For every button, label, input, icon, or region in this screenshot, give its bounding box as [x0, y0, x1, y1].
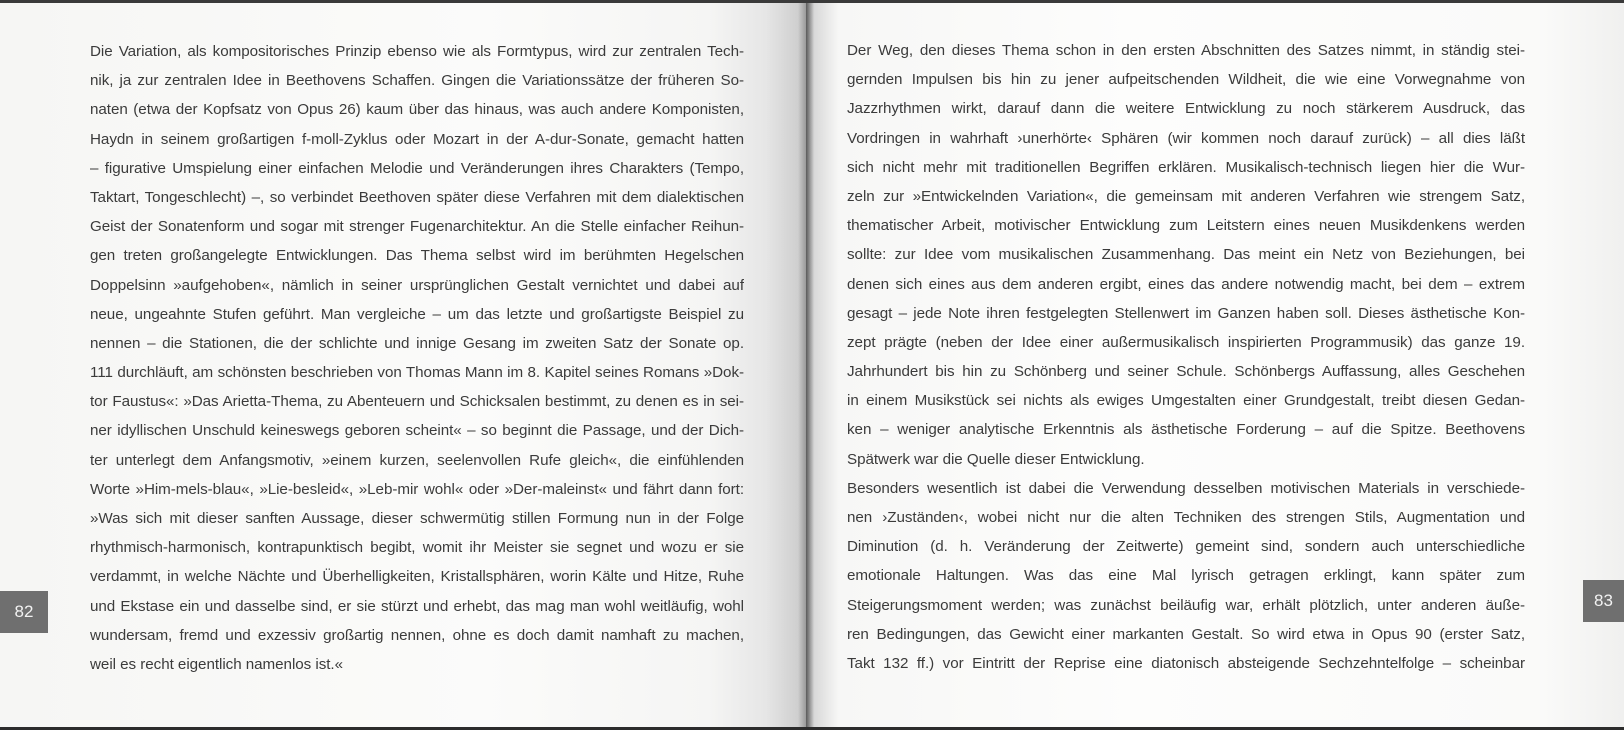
- text-line: – figurative Umspielung einer einfachen Melodie und Veränderungen ihres Charakters (Tempo,: [90, 159, 744, 177]
- page-number-right: 83: [1594, 591, 1613, 610]
- text-line: rhythmisch-harmonisch, kontrapunktisch begibt, womit ihr Meister sie segnet und wozu er sie: [90, 539, 744, 557]
- text-line: Die Variation, als kompositorisches Prinzip ebenso wie als Formtypus, wird zur zentralen Tech-: [90, 43, 744, 60]
- text-line: gen treten großangelegte Entwicklungen. Das Thema selbst wird im berühmten Hegelschen: [90, 247, 744, 265]
- right-page-text: [847, 36, 1525, 678]
- text-line: tor Faustus«: »Das Arietta-Thema, zu Abenteuern und Schicksalen bestimmt, zu denen es in sei-: [90, 393, 744, 411]
- text-line: Besonders wesentlich ist dabei die Verwendung desselben motivischen Materials in verschiede-: [847, 479, 1525, 497]
- text-line: Geist der Sonatenform und sogar mit strenger Fugenarchitektur. An die Stelle einfacher Reihun-: [90, 218, 744, 236]
- text-line: 111 durchläuft, am schönsten beschrieben von Thomas Mann im 8. Kapitel seines Romans »Dok-: [90, 364, 744, 382]
- text-line: weil es recht eigentlich namenlos ist.«: [90, 655, 343, 673]
- text-line: ken – weniger analytische Erkenntnis als ästhetische Forderung – auf die Spitze. Beethovens: [847, 421, 1525, 439]
- text-line: sich nicht mehr mit traditionellen Begriffen erklären. Musikalisch-technisch liegen hier die Wur-: [847, 158, 1525, 176]
- text-line: Der Weg, den dieses Thema schon in den ersten Abschnitten des Satzes nimmt, in ständig stei-: [847, 42, 1525, 59]
- text-line: Worte »Him-mels-blau«, »Lie-besleid«, »Leb-mir wohl« oder »Der-maleinst« und fährt dann fort:: [90, 480, 744, 498]
- text-line: Diminution (d. h. Veränderung der Zeitwerte) gemeint sind, sondern auch unterschiedliche: [847, 538, 1525, 556]
- text-line: und Ekstase ein und dasselbe sind, er sie stürzt und erhebt, das mag man wohl weitläufig, wohl: [90, 597, 744, 615]
- left-page-text: [90, 37, 744, 679]
- text-line: gesagt – jede Note ihren festgelegten Stellenwert im Ganzen haben soll. Dieses ästhetische Kon-: [847, 304, 1525, 322]
- text-line: denen sich eines aus dem anderen ergibt, eines das andere notwendig macht, bei dem – extrem: [847, 275, 1525, 293]
- text-line: verdammt, in welche Nächte und Überhelligkeiten, Kristallsphären, worin Kälte und Hitze, Ruhe: [90, 568, 744, 586]
- text-line: Doppelsinn »aufgehoben«, nämlich in seiner ursprünglichen Gestalt vernichtet und dabei auf: [90, 276, 744, 294]
- text-line: zept prägte (neben der Idee einer außermusikalisch inspirierten Programmusik) das ganze 19.: [847, 333, 1525, 351]
- left-page: [0, 3, 806, 727]
- text-line: in einem Musikstück sei nichts als ewiges Umgestalten einer Grundgestalt, treibt diesen Gedan-: [847, 392, 1525, 410]
- text-line: naten (etwa der Kopfsatz von Opus 26) kaum über das hinaus, was auch andere Komponisten,: [90, 101, 744, 119]
- text-line: Taktart, Tongeschlecht) –, so verbindet Beethoven später diese Verfahren mit dem dialektischen: [90, 188, 744, 206]
- text-line: gernden Impulsen bis hin zu jener aufpeitschenden Wildheit, die wie eine Vorwegnahme von: [847, 71, 1525, 89]
- text-line: Jazzrhythmen wirkt, darauf dann die weitere Entwicklung zu noch stärkerem Ausdruck, das: [847, 100, 1525, 118]
- text-line: Jahrhundert bis hin zu Schönberg und seiner Schule. Schönbergs Auffassung, alles Geschehen: [847, 363, 1525, 381]
- page-number-badge-right: [1583, 580, 1624, 622]
- text-line: Haydn in seinem großartigen f-moll-Zyklus oder Mozart in der A-dur-Sonate, gemacht hatten: [90, 130, 744, 148]
- text-line: ter unterlegt dem Anfangsmotiv, »einem kurzen, seelenvollen Rufe gleich«, die einfühlenden: [90, 451, 744, 469]
- text-line: wundersam, fremd und exzessiv großartig nennen, ohne es doch damit namhaft zu machen,: [90, 626, 744, 644]
- text-line: Vordringen in wahrhaft ›unerhörte‹ Sphären (wir kommen noch darauf zurück) – all dies läßt: [847, 129, 1525, 147]
- text-line: ner idyllischen Unschuld keineswegs geboren scheint« – so beginnt die Passage, und der Dich-: [90, 422, 744, 440]
- text-line: Takt 132 ff.) vor Eintritt der Reprise eine diatonisch absteigende Sechzehntelfolge – scheinbar: [847, 654, 1525, 672]
- page-number-left: 82: [14, 602, 34, 621]
- page-number-badge-left: [0, 591, 48, 633]
- text-line: Spätwerk war die Quelle dieser Entwicklung.: [847, 450, 1145, 468]
- text-line: neue, ungeahnte Stufen geführt. Man vergleiche – um das letzte und großartigste Beispiel zu: [90, 305, 744, 323]
- text-line: nik, ja zur zentralen Idee in Beethovens Schaffen. Gingen die Variationssätze der früheren So-: [90, 72, 744, 90]
- text-line: emotionale Haltungen. Was das eine Mal lyrisch getragen erklingt, kann später zum: [847, 567, 1525, 585]
- text-line: thematischer Arbeit, motivischer Entwicklung zum Leitstern eines neuen Musikdenkens werden: [847, 217, 1525, 235]
- text-line: Steigerungsmoment werden; was zunächst beiläufig war, erhält plötzlich, unter anderen äuße-: [847, 596, 1525, 614]
- text-line: ren Bedingungen, das Gewicht einer markanten Gestalt. So wird etwa in Opus 90 (erster Satz,: [847, 625, 1525, 643]
- text-line: nen ›Zuständen‹, wobei nicht nur die alten Techniken des strengen Stils, Augmentation und: [847, 509, 1525, 526]
- right-page: [806, 3, 1624, 727]
- text-line: »Was sich mit dieser sanften Aussage, dieser schwermütig stillen Formung nun in der Folge: [90, 510, 744, 527]
- text-line: sollte: zur Idee vom musikalischen Zusammenhang. Das meint ein Netz von Beziehungen, bei: [847, 246, 1525, 264]
- text-line: nennen – die Stationen, die der schlichte und innige Gesang im zweiten Satz der Sonate op.: [90, 334, 744, 352]
- text-line: zeln zur »Entwickelnden Variation«, die gemeinsam mit anderen Verfahren wie strengem Satz,: [847, 187, 1525, 205]
